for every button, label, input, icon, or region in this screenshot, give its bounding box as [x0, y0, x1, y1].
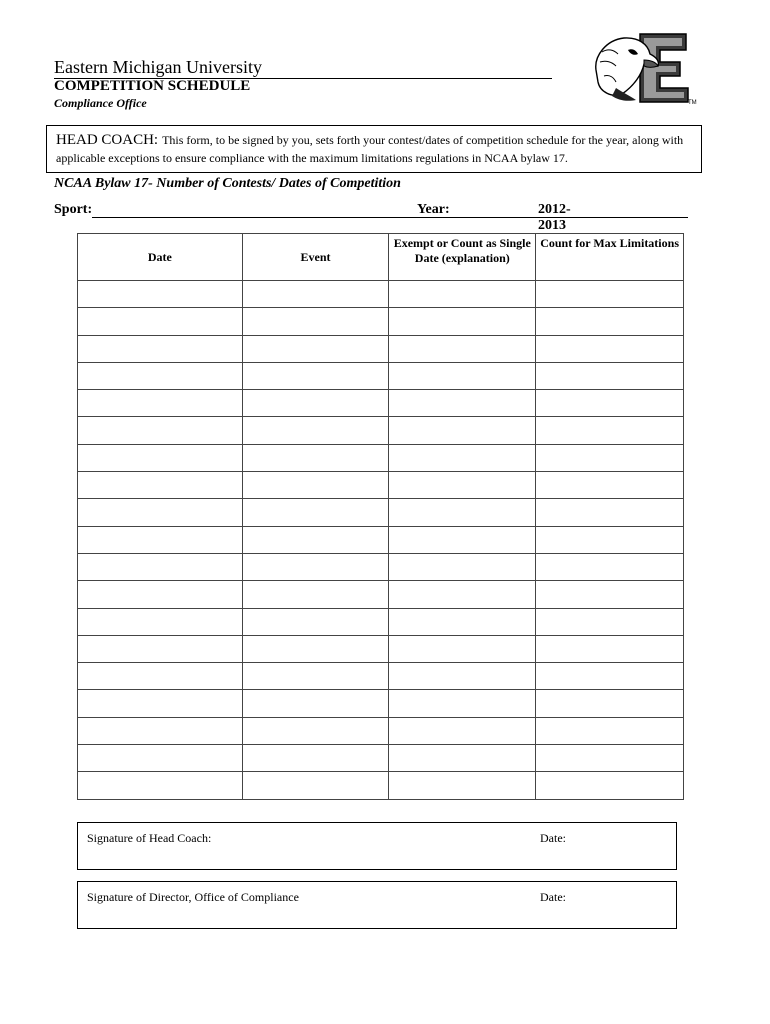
cell-event[interactable]: [242, 690, 389, 717]
form-title: COMPETITION SCHEDULE: [54, 78, 251, 94]
cell-count[interactable]: [536, 690, 684, 717]
table-row: [78, 390, 684, 417]
cell-count[interactable]: [536, 581, 684, 608]
cell-exempt[interactable]: [389, 608, 536, 635]
table-row: [78, 335, 684, 362]
cell-event[interactable]: [242, 717, 389, 744]
cell-date[interactable]: [78, 335, 243, 362]
cell-event[interactable]: [242, 444, 389, 471]
table-row: [78, 745, 684, 772]
cell-exempt[interactable]: [389, 444, 536, 471]
cell-count[interactable]: [536, 444, 684, 471]
table-row: [78, 362, 684, 389]
cell-event[interactable]: [242, 281, 389, 308]
table-row: [78, 635, 684, 662]
cell-event[interactable]: [242, 581, 389, 608]
cell-exempt[interactable]: [389, 553, 536, 580]
director-signature-box[interactable]: [77, 881, 677, 929]
cell-date[interactable]: [78, 745, 243, 772]
cell-date[interactable]: [78, 690, 243, 717]
table-row: [78, 581, 684, 608]
cell-event[interactable]: [242, 745, 389, 772]
cell-date[interactable]: [78, 581, 243, 608]
director-signature-label: Signature of Director, Office of Compliance: [87, 890, 299, 904]
cell-event[interactable]: [242, 335, 389, 362]
cell-exempt[interactable]: [389, 362, 536, 389]
cell-exempt[interactable]: [389, 335, 536, 362]
cell-date[interactable]: [78, 553, 243, 580]
cell-count[interactable]: [536, 499, 684, 526]
cell-exempt[interactable]: [389, 390, 536, 417]
cell-exempt[interactable]: [389, 472, 536, 499]
table-row: [78, 690, 684, 717]
cell-date[interactable]: [78, 417, 243, 444]
cell-event[interactable]: [242, 390, 389, 417]
cell-count[interactable]: [536, 635, 684, 662]
cell-event[interactable]: [242, 472, 389, 499]
cell-count[interactable]: [536, 772, 684, 799]
schedule-table: [77, 233, 684, 800]
table-row: [78, 281, 684, 308]
cell-date[interactable]: [78, 717, 243, 744]
cell-date[interactable]: [78, 281, 243, 308]
cell-date[interactable]: [78, 608, 243, 635]
cell-count[interactable]: [536, 526, 684, 553]
svg-text:TM: TM: [688, 100, 697, 106]
cell-count[interactable]: [536, 472, 684, 499]
cell-exempt[interactable]: [389, 499, 536, 526]
table-row: [78, 553, 684, 580]
table-row: [78, 417, 684, 444]
cell-count[interactable]: [536, 663, 684, 690]
table-row: [78, 717, 684, 744]
cell-date[interactable]: [78, 772, 243, 799]
table-row: [78, 472, 684, 499]
cell-event[interactable]: [242, 417, 389, 444]
sport-label: Sport:: [54, 202, 93, 217]
cell-exempt[interactable]: [389, 690, 536, 717]
table-row: [78, 444, 684, 471]
cell-count[interactable]: [536, 608, 684, 635]
cell-event[interactable]: [242, 663, 389, 690]
cell-date[interactable]: [78, 390, 243, 417]
head-coach-signature-box[interactable]: [77, 822, 677, 870]
cell-event[interactable]: [242, 499, 389, 526]
cell-exempt[interactable]: [389, 526, 536, 553]
cell-exempt[interactable]: [389, 281, 536, 308]
cell-event[interactable]: [242, 635, 389, 662]
table-row: [78, 499, 684, 526]
cell-count[interactable]: [536, 362, 684, 389]
cell-exempt[interactable]: [389, 745, 536, 772]
table-header-row: [78, 234, 684, 281]
cell-count[interactable]: [536, 717, 684, 744]
cell-exempt[interactable]: [389, 635, 536, 662]
cell-date[interactable]: [78, 663, 243, 690]
cell-date[interactable]: [78, 635, 243, 662]
column-header-event: Event: [242, 234, 389, 281]
year-value: 2012-2013: [538, 202, 571, 233]
cell-date[interactable]: [78, 362, 243, 389]
cell-event[interactable]: [242, 608, 389, 635]
university-name: Eastern Michigan University: [54, 56, 552, 79]
cell-count[interactable]: [536, 553, 684, 580]
year-label: Year:: [417, 202, 450, 217]
table-row: [78, 772, 684, 799]
notice-body: This form, to be signed by you, sets forth your contest/dates of competition schedule for the year, along with applicable exceptions to ensure compliance with the maximum limitations regulations in NCAA bylaw 17.: [56, 133, 684, 165]
table-row: [78, 526, 684, 553]
bylaw-heading: NCAA Bylaw 17- Number of Contests/ Dates of Competition: [54, 176, 401, 191]
column-header-count: Count for Max Limitations: [536, 234, 684, 281]
cell-count[interactable]: [536, 281, 684, 308]
cell-count[interactable]: [536, 745, 684, 772]
cell-event[interactable]: [242, 526, 389, 553]
cell-count[interactable]: [536, 417, 684, 444]
cell-date[interactable]: [78, 526, 243, 553]
cell-event[interactable]: [242, 772, 389, 799]
column-header-exempt: Exempt or Count as Single Date (explanation): [389, 234, 536, 281]
eagle-e-logo-icon: [588, 30, 700, 106]
cell-exempt[interactable]: [389, 581, 536, 608]
cell-event[interactable]: [242, 362, 389, 389]
head-coach-signature-label: Signature of Head Coach:: [87, 831, 212, 845]
cell-exempt[interactable]: [389, 308, 536, 335]
table-row: [78, 663, 684, 690]
cell-exempt[interactable]: [389, 417, 536, 444]
cell-event[interactable]: [242, 553, 389, 580]
head-coach-date-label: Date:: [540, 831, 566, 845]
table-row: [78, 608, 684, 635]
column-header-date: Date: [78, 234, 243, 281]
cell-date[interactable]: [78, 472, 243, 499]
cell-count[interactable]: [536, 390, 684, 417]
director-date-label: Date:: [540, 890, 566, 904]
cell-exempt[interactable]: [389, 772, 536, 799]
table-row: [78, 308, 684, 335]
cell-date[interactable]: [78, 499, 243, 526]
cell-count[interactable]: [536, 308, 684, 335]
sport-field[interactable]: [92, 217, 468, 218]
schedule-body: [78, 281, 684, 800]
office-name: Compliance Office: [54, 96, 147, 110]
notice-lead: HEAD COACH:: [56, 132, 159, 148]
cell-date[interactable]: [78, 308, 243, 335]
cell-exempt[interactable]: [389, 717, 536, 744]
head-coach-notice: [46, 125, 702, 173]
cell-exempt[interactable]: [389, 663, 536, 690]
cell-date[interactable]: [78, 444, 243, 471]
cell-count[interactable]: [536, 335, 684, 362]
cell-event[interactable]: [242, 308, 389, 335]
